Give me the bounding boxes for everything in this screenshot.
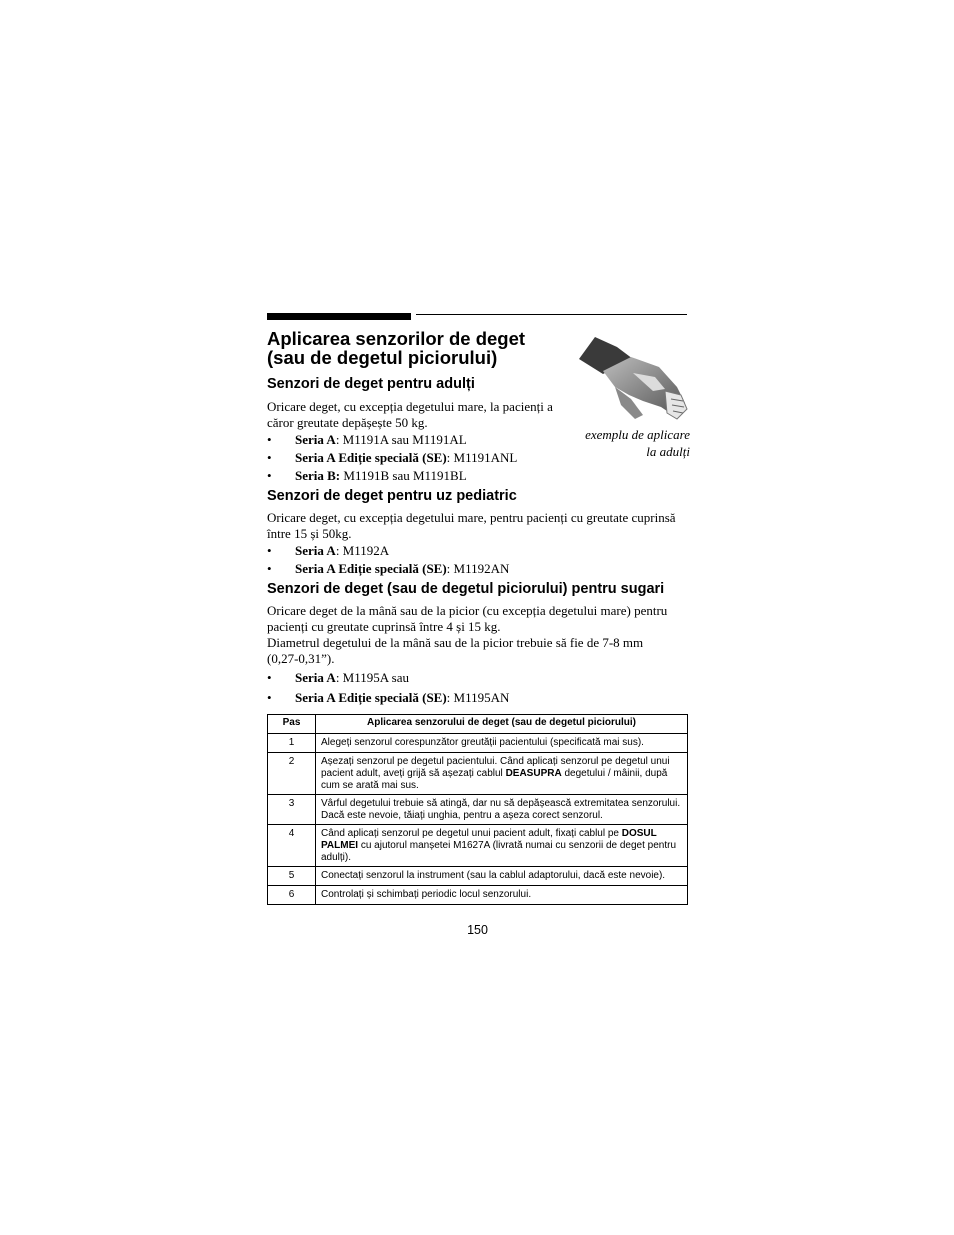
step-number: 1 bbox=[268, 734, 316, 753]
step-number: 2 bbox=[268, 753, 316, 795]
bullet-label: Seria A bbox=[295, 670, 336, 685]
step-number: 3 bbox=[268, 795, 316, 825]
step-text bbox=[316, 734, 688, 753]
figure-caption-line-2: la adulți bbox=[646, 444, 690, 459]
bullet-label: Seria A Ediție specială (SE) bbox=[295, 561, 447, 576]
bullet-label: Seria A Ediție specială (SE) bbox=[295, 690, 447, 705]
step-text-part: degetului / mâinii, după cum se arată mai sus. bbox=[321, 768, 668, 791]
step-text bbox=[316, 867, 688, 886]
infants-text-line-2: pacienți cu greutate cuprinsă între 4 și 15 kg. bbox=[267, 619, 501, 634]
finger-sensor-hand-illustration-icon bbox=[573, 329, 691, 429]
bullet-item: • Seria A Ediție specială (SE): M1195AN bbox=[267, 690, 510, 705]
table-row bbox=[268, 886, 688, 905]
bullet-value: : M1191A sau M1191AL bbox=[335, 432, 467, 447]
adults-text-line-2: căror greutate depășește 50 kg. bbox=[267, 415, 428, 430]
bullet-item: • Seria A: M1191A sau M1191AL bbox=[267, 432, 467, 447]
section-heading-infants: Senzori de deget (sau de degetul piciorului) pentru sugari bbox=[267, 581, 665, 597]
step-text bbox=[316, 886, 688, 905]
table-row bbox=[268, 795, 688, 825]
step-text-emphasis: DOSUL PALMEI bbox=[321, 828, 657, 851]
bullet-item: • Seria A: M1195A sau bbox=[267, 670, 410, 685]
step-text bbox=[316, 795, 688, 825]
step-number: 4 bbox=[268, 825, 316, 867]
step-text-part: cu ajutorul manșetei M1627A (livrată numai cu senzorii de deget pentru adulți). bbox=[321, 840, 677, 863]
step-text bbox=[316, 753, 688, 795]
pediatric-text-line-1: Oricare deget, cu excepția degetului mare, pentru pacienți cu greutate cuprinsă bbox=[267, 510, 676, 525]
step-text-part: Vârful degetului trebuie să atingă, dar nu să depășească extremitatea senzorului. Dacă este nevoie, tăiați unghia, pentru a așeza corect senzorul. bbox=[321, 798, 681, 821]
infants-text-line-4: (0,27-0,31”). bbox=[267, 651, 335, 666]
step-text-part: Când aplicați senzorul pe degetul unui pacient adult, fixați cablul pe bbox=[321, 828, 622, 839]
infants-text-line-3: Diametrul degetului de la mână sau de la picior trebuie să fie de 7-8 mm bbox=[267, 635, 644, 650]
bullet-label: Seria A Ediție specială (SE) bbox=[295, 450, 447, 465]
infants-text bbox=[267, 603, 688, 667]
bullet-value: : M1195AN bbox=[446, 690, 510, 705]
bullet-item: • Seria A Ediție specială (SE): M1191ANL bbox=[267, 450, 518, 465]
page-number: 150 bbox=[467, 923, 488, 937]
bullet-value: : M1192A bbox=[335, 543, 390, 558]
table-header-row bbox=[268, 715, 688, 734]
page-title-line-1: Aplicarea senzorilor de deget bbox=[267, 328, 526, 349]
step-number: 6 bbox=[268, 886, 316, 905]
adults-text-line-1: Oricare deget, cu excepția degetului mare, la pacienți a bbox=[267, 399, 553, 414]
table-row bbox=[268, 734, 688, 753]
pediatric-text-line-2: între 15 și 50kg. bbox=[267, 526, 352, 541]
step-text-part: Conectați senzorul la instrument (sau la cablul adaptorului, dacă este nevoie). bbox=[321, 870, 666, 881]
table-row bbox=[268, 867, 688, 886]
table-row bbox=[268, 825, 688, 867]
bullet-label: Seria B: bbox=[295, 468, 341, 483]
pediatric-text bbox=[267, 510, 688, 542]
header-thick-rule bbox=[267, 313, 411, 320]
bullet-value: : M1195A sau bbox=[335, 670, 410, 685]
bullet-item: • Seria A: M1192A bbox=[267, 543, 390, 558]
bullet-item: • Seria A Ediție specială (SE): M1192AN bbox=[267, 561, 510, 576]
steps-table bbox=[267, 714, 688, 905]
figure-caption bbox=[560, 426, 690, 460]
section-heading-pediatric: Senzori de deget pentru uz pediatric bbox=[267, 488, 517, 504]
step-text bbox=[316, 825, 688, 867]
step-text-part: Așezați senzorul pe degetul pacientului. Când aplicați senzorul pe degetul unui pacient adult, aveți grijă să așezați cablul bbox=[321, 756, 670, 779]
page-title-line-2: (sau de degetul piciorului) bbox=[267, 347, 498, 368]
table-row bbox=[268, 753, 688, 795]
step-text-emphasis: DEASUPRA bbox=[505, 768, 562, 779]
bullet-value: : M1191ANL bbox=[446, 450, 518, 465]
adults-text bbox=[267, 399, 567, 431]
bullet-label: Seria A bbox=[295, 543, 336, 558]
bullet-item: • Seria B: M1191B sau M1191BL bbox=[267, 468, 467, 483]
page-title bbox=[267, 329, 567, 367]
bullet-value: M1191B sau M1191BL bbox=[340, 468, 467, 483]
step-text-part: Controlați și schimbați periodic locul senzorului. bbox=[321, 889, 532, 900]
step-text-part: Alegeți senzorul corespunzător greutății pacientului (specificată mai sus). bbox=[321, 737, 644, 748]
column-header-description: Aplicarea senzorului de deget (sau de degetul piciorului) bbox=[316, 715, 688, 734]
infants-text-line-1: Oricare deget de la mână sau de la picior (cu excepția degetului mare) pentru bbox=[267, 603, 668, 618]
column-header-step: Pas bbox=[268, 715, 316, 734]
header-thin-rule bbox=[416, 314, 687, 315]
step-number: 5 bbox=[268, 867, 316, 886]
figure-caption-line-1: exemplu de aplicare bbox=[585, 427, 690, 442]
section-heading-adults: Senzori de deget pentru adulți bbox=[267, 376, 475, 392]
bullet-value: : M1192AN bbox=[446, 561, 510, 576]
bullet-label: Seria A bbox=[295, 432, 336, 447]
